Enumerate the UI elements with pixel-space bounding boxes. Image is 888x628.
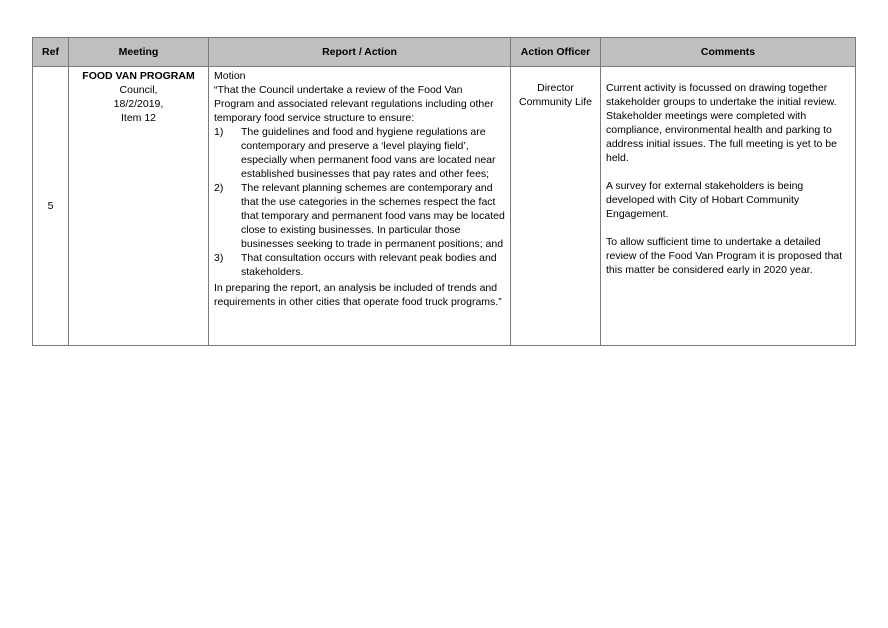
comments-cell (601, 67, 856, 346)
list-item-text: The relevant planning schemes are contemporary and that the use categories in the schemes respect the fact that temporary and permanent food vans may be located close to existing businesses. In particular those businesses seeking to trade in permanent positions; and (241, 182, 505, 250)
list-item-number: 1) (214, 126, 224, 138)
list-item (214, 125, 505, 181)
header-meeting: Meeting (69, 38, 209, 67)
meeting-title: FOOD VAN PROGRAM (82, 70, 195, 82)
list-item (214, 251, 505, 279)
list-item-number: 3) (214, 252, 224, 264)
officer-department: Community Life (519, 96, 592, 108)
list-item-text: The guidelines and food and hygiene regulations are contemporary and preserve a ‘level playing field’, especially when permanent food vans are located near established businesses that pay rates and other fees; (241, 126, 496, 180)
comment-paragraph: To allow sufficient time to undertake a detailed review of the Food Van Program it is proposed that this matter be considered early in 2020 year. (606, 236, 843, 276)
table-row (33, 67, 856, 346)
ref-cell: 5 (33, 67, 69, 346)
motion-heading: Motion (214, 70, 246, 82)
action-report-table (32, 37, 856, 346)
meeting-body: Council, (119, 84, 158, 96)
comment-paragraph: Current activity is focussed on drawing together stakeholder groups to undertake the initial review. Stakeholder meetings were completed with compliance, environmental health and parking to address initial issues. The full meeting is yet to be held. (606, 82, 837, 164)
meeting-date: 18/2/2019, (113, 98, 164, 110)
header-ref: Ref (33, 38, 69, 67)
header-action-officer: Action Officer (511, 38, 601, 67)
comment-paragraph: A survey for external stakeholders is being developed with City of Hobart Community Engagement. (606, 180, 804, 220)
header-report-action: Report / Action (209, 38, 511, 67)
motion-list (214, 125, 505, 279)
list-item-text: That consultation occurs with relevant peak bodies and stakeholders. (241, 252, 497, 278)
officer-title: Director (537, 82, 574, 94)
list-item (214, 181, 505, 251)
table-header-row (33, 38, 856, 67)
report-action-cell (209, 67, 511, 346)
meeting-cell (69, 67, 209, 346)
meeting-item: Item 12 (120, 112, 157, 124)
motion-closing: In preparing the report, an analysis be included of trends and requirements in other cities that operate food truck programs.” (214, 282, 502, 308)
motion-intro: “That the Council undertake a review of the Food Van Program and associated relevant regulations including other temporary food service structure to ensure: (214, 84, 494, 124)
list-item-number: 2) (214, 182, 224, 194)
action-officer-cell (511, 67, 601, 346)
header-comments: Comments (601, 38, 856, 67)
